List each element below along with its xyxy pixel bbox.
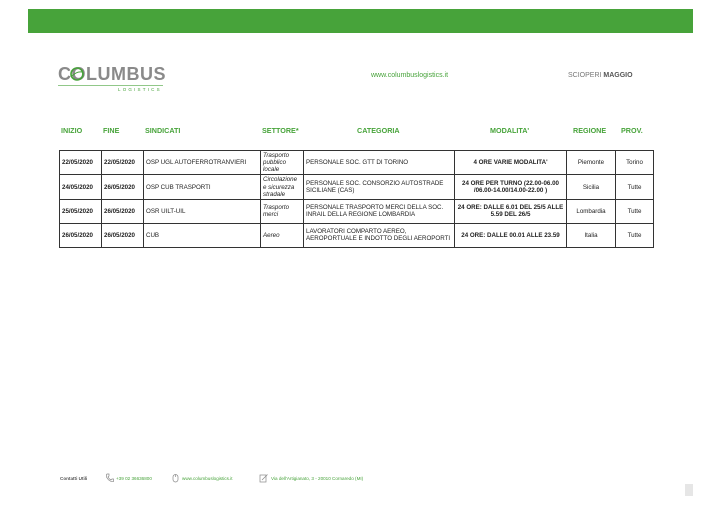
- footer-contacts-label: Contatti Utili: [60, 476, 88, 481]
- edit-icon: [259, 473, 268, 483]
- logo-wordmark: COLUMBUS: [58, 64, 166, 84]
- cell-categoria: LAVORATORI COMPARTO AEREO, AEROPORTUALE E INDOTTO DEGLI AEROPORTI: [304, 223, 455, 247]
- cell-modalita: 4 ORE VARIE MODALITA': [455, 151, 567, 175]
- top-color-bar: [28, 9, 693, 33]
- footer: [60, 473, 700, 485]
- cell-categoria: PERSONALE SOC. CONSORZIO AUTOSTRADE SICILIANE (CAS): [304, 175, 455, 199]
- cell-categoria: PERSONALE SOC. GTT DI TORINO: [304, 151, 455, 175]
- footer-phone[interactable]: +39 02 36636800: [116, 476, 152, 481]
- cell-prov: Tutte: [616, 199, 654, 223]
- header-inizio: INIZIO: [61, 126, 83, 135]
- header-fine: FINE: [103, 126, 120, 135]
- cell-regione: Sicilia: [567, 175, 616, 199]
- cell-sindacati: OSR UILT-UIL: [144, 199, 261, 223]
- website-link[interactable]: www.columbuslogistics.it: [371, 72, 449, 79]
- cell-sindacati: OSP UGL AUTOFERROTRANVIERI: [144, 151, 261, 175]
- cell-prov: Tutte: [616, 223, 654, 247]
- cell-regione: Lombardia: [567, 199, 616, 223]
- cell-fine: 22/05/2020: [102, 151, 144, 175]
- cell-fine: 26/05/2020: [102, 175, 144, 199]
- cell-inizio: 24/05/2020: [60, 175, 102, 199]
- table-row: [60, 223, 654, 247]
- cell-fine: 26/05/2020: [102, 223, 144, 247]
- cell-regione: Italia: [567, 223, 616, 247]
- cell-modalita: 24 ORE PER TURNO (22.00-06.00 /06.00-14.00/14.00-22.00 ): [455, 175, 567, 199]
- cell-settore: Aereo: [261, 223, 304, 247]
- table-row: [60, 199, 654, 223]
- strikes-table: [59, 150, 654, 248]
- cell-inizio: 25/05/2020: [60, 199, 102, 223]
- cell-inizio: 22/05/2020: [60, 151, 102, 175]
- cell-prov: Tutte: [616, 175, 654, 199]
- footer-web-link[interactable]: www.columbuslogistics.it: [182, 476, 233, 481]
- cell-modalita: 24 ORE: DALLE 00.01 ALLE 23.59: [455, 223, 567, 247]
- header-categoria: CATEGORIA: [357, 126, 400, 135]
- table-row: [60, 151, 654, 175]
- cell-settore: Circolazione e sicurezza stradale: [261, 175, 304, 199]
- header-sindacati: SINDICATI: [145, 126, 181, 135]
- mouse-icon: [171, 473, 180, 483]
- header-modalita: MODALITA': [490, 126, 530, 135]
- column-headers: [0, 126, 720, 138]
- logo-underline: [58, 85, 163, 86]
- logo-subtitle: LOGISTICS: [118, 87, 162, 92]
- footer-address: Via dell'Artigianato, 3 - 20010 Cornaredo (MI): [271, 476, 364, 481]
- title-month: MAGGIO: [603, 72, 633, 79]
- title-prefix: SCIOPERI: [568, 72, 602, 79]
- cell-sindacati: OSP CUB TRASPORTI: [144, 175, 261, 199]
- cell-settore: Trasporto merci: [261, 199, 304, 223]
- header-settore: SETTORE*: [262, 126, 299, 135]
- logo-globe-icon: [70, 67, 84, 81]
- cell-categoria: PERSONALE TRASPORTO MERCI DELLA SOC. INRAIL DELLA REGIONE LOMBARDIA: [304, 199, 455, 223]
- cell-prov: Torino: [616, 151, 654, 175]
- cell-inizio: 26/05/2020: [60, 223, 102, 247]
- cell-settore: Trasporto pubblico locale: [261, 151, 304, 175]
- columbus-logo: [58, 64, 168, 96]
- header-regione: REGIONE: [573, 126, 607, 135]
- phone-icon: [105, 473, 114, 483]
- document-title: [568, 72, 633, 79]
- cell-sindacati: CUB: [144, 223, 261, 247]
- header-prov: PROV.: [621, 126, 643, 135]
- table-row: [60, 175, 654, 199]
- cell-modalita: 24 ORE: DALLE 6.01 DEL 25/5 ALLE 5.59 DEL 26/5: [455, 199, 567, 223]
- cell-regione: Piemonte: [567, 151, 616, 175]
- page-corner-box: [685, 484, 693, 496]
- cell-fine: 26/05/2020: [102, 199, 144, 223]
